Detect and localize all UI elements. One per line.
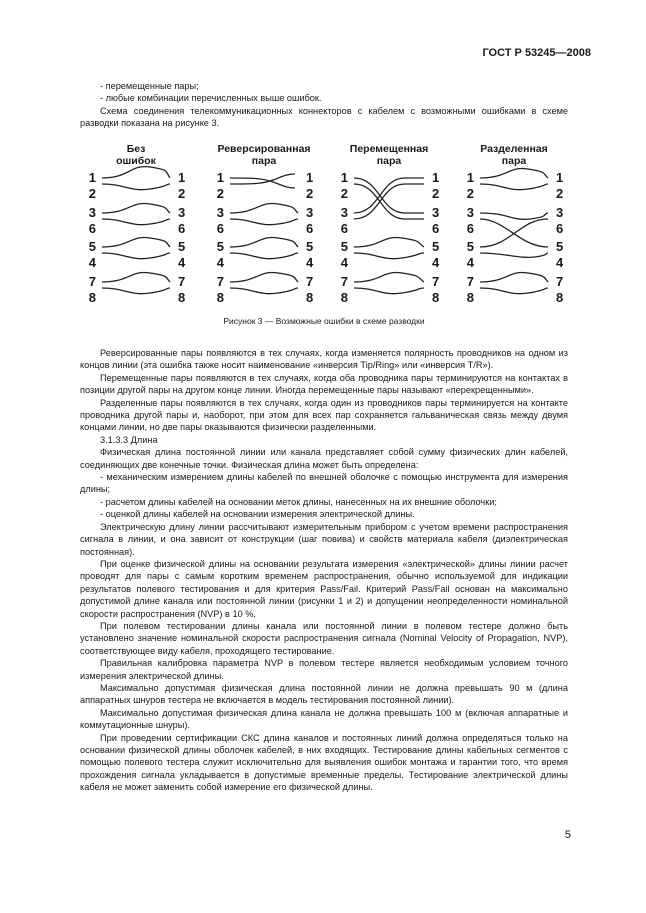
pin-label-right: 5	[432, 239, 440, 254]
pin-label-left: 2	[216, 186, 224, 201]
pin-label-right: 5	[306, 239, 314, 254]
pin-label-left: 2	[88, 186, 96, 201]
pin-label-right: 8	[178, 290, 186, 305]
pin-label-left: 7	[216, 274, 224, 289]
panel-title-line-1: Реверсированная	[217, 143, 311, 155]
paragraph-certification: При проведении сертификации СКС длина каналов и постоянных линий должна определяться только на основании физической длины оболочек кабелей, в них входящих. Тестирование длины кабельных сегментов с помощью полевого тестера служит исключительно для выявления ошибок монтажа и гарантии того, что время прохождения сигнала укладывается в допустимые временные пределы. Тестирование электрической длины кабеля не может заменить собой измерение его физической длины.	[80, 732, 568, 793]
pin-label-right: 4	[306, 255, 314, 270]
paragraph-physical-length: Физическая длина постоянной линии или канала представляет собой сумму физических длин кабелей, соединяющих две конечные точки. Физическая длина может быть определена:	[80, 447, 568, 470]
pin-label-left: 1	[466, 170, 474, 185]
panel-title-line-1: Перемещенная	[349, 143, 429, 155]
panel-title-line-1: Без	[126, 143, 146, 155]
pin-label-left: 1	[216, 170, 224, 185]
pin-label-left: 3	[216, 205, 224, 220]
pin-label-left: 4	[340, 255, 348, 270]
body-text	[80, 347, 568, 794]
panel-title-line-2: пара	[376, 155, 402, 167]
pin-label-right: 2	[556, 186, 564, 201]
list-item-markings: - расчетом длины кабелей на основании меток длины, нанесенных на их внешние оболочки;	[100, 496, 497, 507]
pin-label-right: 1	[306, 170, 314, 185]
pin-label-left: 1	[340, 170, 348, 185]
pin-label-left: 7	[466, 274, 474, 289]
pin-label-left: 6	[88, 221, 96, 236]
pin-label-left: 5	[88, 239, 96, 254]
pin-label-left: 6	[466, 221, 474, 236]
pin-label-left: 8	[88, 290, 96, 305]
panel-no-errors-wires	[102, 167, 170, 294]
panel-title-line-1: Разделенная	[480, 143, 548, 155]
panel-title-line-2: пара	[251, 155, 277, 167]
pin-label-left: 2	[466, 186, 474, 201]
pin-label-right: 4	[432, 255, 440, 270]
pin-label-left: 7	[340, 274, 348, 289]
paragraph-field-testing: При полевом тестировании длины канала или постоянной линии в полевом тестере должно быть установлено значение номинальной скорости распространения сигнала (Nominal Velocity of Propagation, NVP), соответствующее виду кабеля, проходящего тестирование.	[80, 620, 568, 656]
paragraph-max-permanent-link: Максимально допустимая физическая длина постоянной линии не должна превышать 90 м (длина аппаратных шнуров тестера не включается в модель тестирования постоянной линии).	[80, 682, 568, 706]
pin-label-left: 1	[88, 170, 96, 185]
list-item-electrical: - оценкой длины кабелей на основании измерения электрической длины.	[100, 509, 415, 520]
pin-label-left: 6	[340, 221, 348, 236]
panel-split-wires	[480, 169, 548, 294]
paragraph-reversed: Реверсированные пары появляются в тех случаях, когда изменяется полярность проводников на одном из концов линии (эта ошибка также носит наименование «инверсия Tip/Ring» или «инверсия T/R»).	[80, 348, 568, 371]
figure-caption: Рисунок 3 — Возможные ошибки в схеме разводки	[223, 316, 425, 326]
pin-label-left: 8	[466, 290, 474, 305]
pin-label-left: 6	[216, 221, 224, 236]
pin-label-right: 4	[556, 255, 564, 270]
intro-block	[80, 80, 568, 130]
pin-label-left: 5	[216, 239, 224, 254]
pin-label-right: 6	[556, 221, 564, 236]
pin-label-right: 7	[178, 274, 186, 289]
pin-label-right: 1	[178, 170, 186, 185]
pin-label-right: 5	[178, 239, 186, 254]
document-code: ГОСТ Р 53245—2008	[482, 47, 591, 59]
pin-label-right: 1	[556, 170, 564, 185]
panel-transposed-wires	[354, 178, 424, 294]
pin-label-left: 4	[466, 255, 474, 270]
paragraph-transposed: Перемещенные пары появляются в тех случаях, когда оба проводника пары терминируются на контактах в позиции другой пары на другом конце линии. Иногда перемещенные пары называют «перекрещенными».	[80, 372, 568, 396]
panel-title-line-2: пара	[501, 155, 527, 167]
intro-paragraph: Схема соединения телекоммуникационных коннекторов с кабелем с возможными ошибками в схеме разводки показана на рисунке 3.	[80, 105, 568, 129]
pin-label-left: 5	[340, 239, 348, 254]
pin-label-left: 3	[340, 205, 348, 220]
pin-label-right: 3	[306, 205, 314, 220]
pin-label-left: 4	[88, 255, 96, 270]
wiring-figure	[80, 139, 568, 309]
pin-label-right: 2	[306, 186, 314, 201]
pin-label-right: 8	[306, 290, 314, 305]
pin-label-right: 7	[306, 274, 314, 289]
pin-label-right: 4	[178, 255, 186, 270]
pin-label-right: 1	[432, 170, 440, 185]
pin-label-right: 7	[432, 274, 440, 289]
pin-label-left: 7	[88, 274, 96, 289]
pin-label-left: 4	[216, 255, 224, 270]
section-heading-length: 3.1.3.3 Длина	[100, 434, 158, 445]
pin-label-left: 8	[340, 290, 348, 305]
pin-label-right: 3	[556, 205, 564, 220]
paragraph-split: Разделенные пары появляются в тех случаях, когда один из проводников пары терминируется на контакте проводника другой пары и, наоборот, при этом для всех пар сохраняется гальваническая связь между двумя концами линии, но две пары оказываются физически разделенными.	[80, 397, 568, 433]
pin-label-right: 8	[556, 290, 564, 305]
pin-label-right: 3	[178, 205, 186, 220]
list-item-mechanical: - механическим измерением длины кабелей по внешней оболочке с помощью инструмента для измерения длины;	[80, 472, 568, 495]
pin-label-right: 2	[178, 186, 186, 201]
pin-label-right: 8	[432, 290, 440, 305]
pin-label-left: 8	[216, 290, 224, 305]
paragraph-electrical-length: Электрическую длину линии рассчитывают измерительным прибором с учетом времени распространения сигнала в линии, и она зависит от конструкции (шаг повива) и свойств материала кабеля (диэлектрическая постоянная).	[80, 521, 568, 557]
wiring-diagram	[80, 139, 568, 309]
intro-line-1: - перемещенные пары;	[100, 81, 199, 91]
pin-label-right: 2	[432, 186, 440, 201]
pin-label-left: 5	[466, 239, 474, 254]
pin-label-left: 2	[340, 186, 348, 201]
intro-line-2: - любые комбинации перечисленных выше ошибок.	[100, 93, 322, 104]
panel-reversed-wires	[230, 174, 298, 294]
paragraph-calibration: Правильная калибровка параметра NVP в полевом тестере является необходимым условием точного измерения электрической длины.	[80, 658, 568, 681]
panel-title-line-2: ошибок	[116, 155, 156, 167]
pin-label-left: 3	[88, 205, 96, 220]
pin-label-right: 5	[556, 239, 564, 254]
paragraph-max-channel: Максимально допустимая физическая длина канала не должна превышать 100 м (включая аппаратные и коммутационные шнуры).	[80, 707, 568, 731]
pin-label-left: 3	[466, 205, 474, 220]
page-number: 5	[564, 829, 571, 841]
pin-label-right: 6	[306, 221, 314, 236]
pin-label-right: 7	[556, 274, 564, 289]
pin-label-right: 6	[178, 221, 186, 236]
pin-label-right: 6	[432, 221, 440, 236]
paragraph-estimation: При оценке физической длины на основании результата измерения «электрической» длины линии расчет проводят для пары с самым коротким временем распространения, обычно используемой для индикации результатов полевого тестирования и для критерия Pass/Fail. Критерий Pass/Fail основан на максимально допустимой длине канала или постоянной линии (рисунки 1 и 2) и допущении неопределенности номинальной скорости распространения (NVP) в 10 %.	[80, 558, 568, 619]
pin-label-right: 3	[432, 205, 440, 220]
